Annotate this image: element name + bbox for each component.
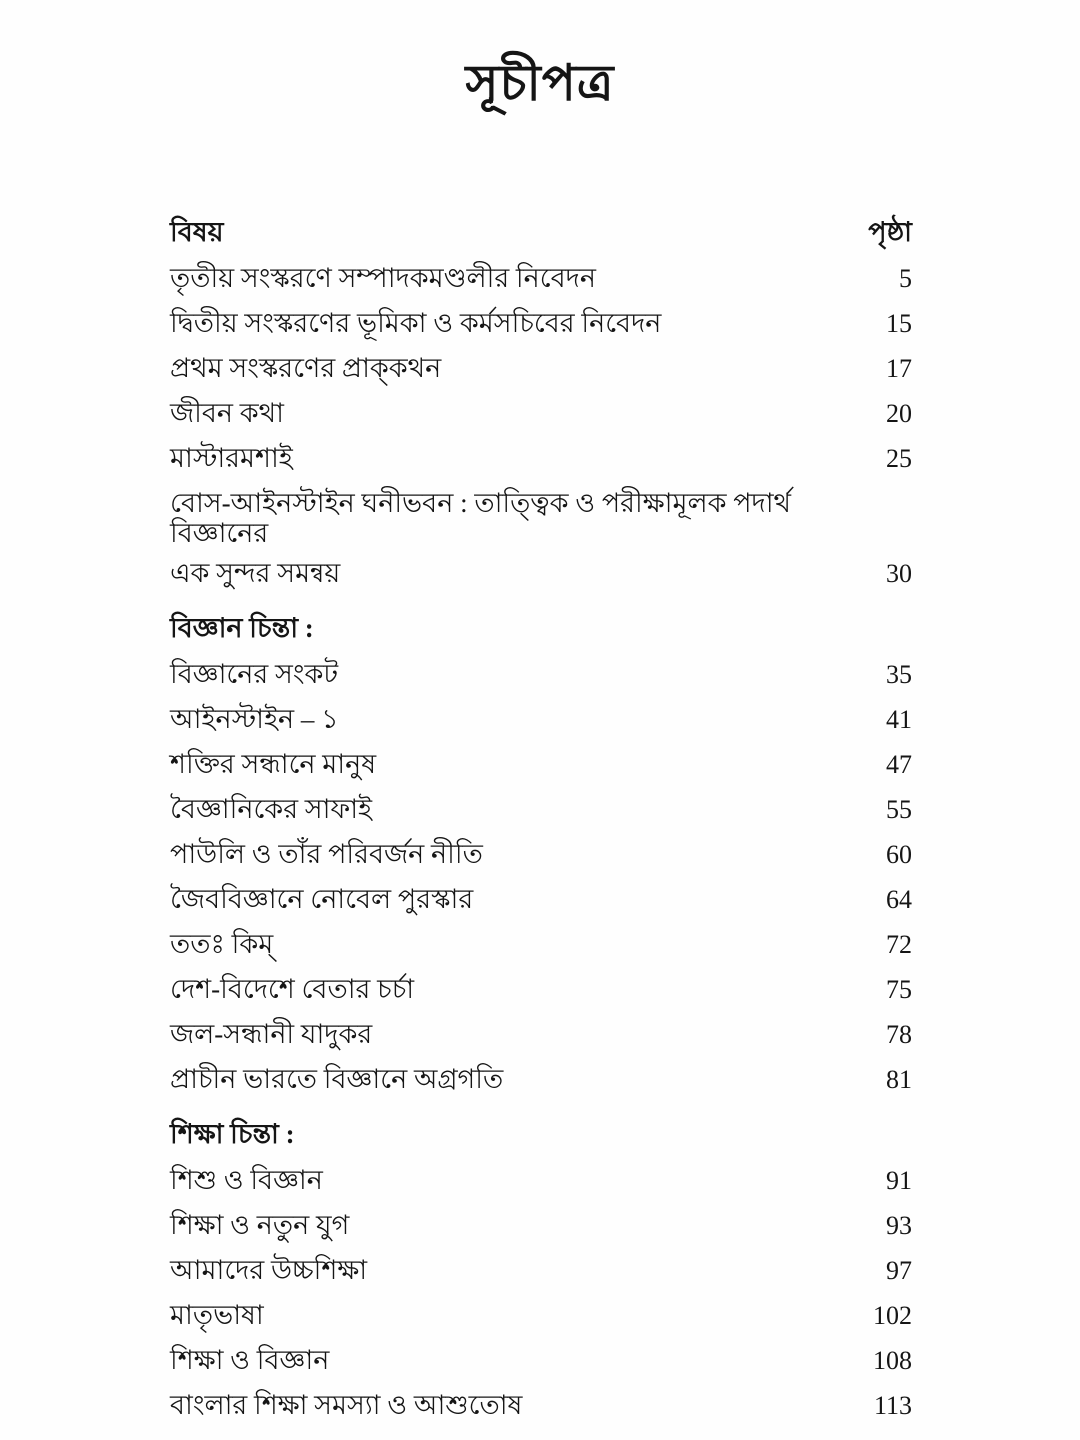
toc-row	[170, 353, 912, 384]
toc-entry-page: 81	[886, 1065, 912, 1094]
toc-row	[170, 794, 912, 825]
toc-row	[170, 749, 912, 780]
toc-entry-page: 72	[886, 930, 912, 959]
toc-entry-title: প্রাচীন ভারতে বিজ্ঞানে অগ্রগতি	[170, 1064, 504, 1094]
toc-row	[170, 1300, 912, 1331]
section-heading-label: বিজ্ঞান চিন্তা :	[170, 613, 314, 643]
toc-entry-page: 60	[886, 840, 912, 869]
toc-entry-title: দেশ-বিদেশে বেতার চর্চা	[170, 974, 415, 1004]
toc-entry-page: 55	[886, 795, 912, 824]
toc-entry-page: 113	[873, 1391, 912, 1420]
column-header-subject: বিষয়	[170, 217, 224, 247]
toc-column-headers	[170, 217, 912, 247]
toc-row	[170, 398, 912, 429]
toc-entry-page: 30	[886, 559, 912, 588]
section-heading-label: শিক্ষা চিন্তা :	[170, 1119, 295, 1149]
toc-row	[170, 1345, 912, 1376]
toc-entry-title: জল-সন্ধানী যাদুকর	[170, 1019, 373, 1049]
table-of-contents	[170, 217, 912, 1421]
toc-row	[170, 839, 912, 870]
toc-entry-page: 108	[873, 1346, 912, 1375]
toc-entry-page: 78	[886, 1020, 912, 1049]
toc-entry-title: মাতৃভাষা	[170, 1300, 264, 1330]
toc-entry-title: আমাদের উচ্চশিক্ষা	[170, 1255, 368, 1285]
toc-row	[170, 1210, 912, 1241]
toc-row	[170, 704, 912, 735]
toc-row	[170, 443, 912, 474]
toc-entry-page: 97	[886, 1256, 912, 1285]
toc-entry-title: প্রথম সংস্করণের প্রাক্‌কথন	[170, 353, 442, 383]
toc-row	[170, 1064, 912, 1095]
toc-entry-title: তৃতীয় সংস্করণে সম্পাদকমণ্ডলীর নিবেদন	[170, 263, 596, 293]
toc-entry-page: 91	[886, 1166, 912, 1195]
toc-entry-page: 93	[886, 1211, 912, 1240]
toc-entry-title: আইনস্টাইন – ১	[170, 704, 339, 734]
toc-entry-title: এক সুন্দর সমন্বয়	[170, 558, 341, 588]
toc-entry-page: 25	[886, 444, 912, 473]
toc-entry-title: শিশু ও বিজ্ঞান	[170, 1165, 323, 1195]
toc-entry-title: শক্তির সন্ধানে মানুষ	[170, 749, 377, 779]
toc-row	[170, 1165, 912, 1196]
toc-entry-title: বিজ্ঞানের সংকট	[170, 659, 339, 689]
toc-entry-title: ততঃ কিম্	[170, 929, 274, 959]
toc-row	[170, 1255, 912, 1286]
toc-entry-title: জৈববিজ্ঞানে নোবেল পুরস্কার	[170, 884, 474, 914]
toc-entry-title: শিক্ষা ও নতুন যুগ	[170, 1210, 350, 1240]
column-header-page: পৃষ্ঠা	[868, 217, 912, 247]
toc-entry-page: 35	[886, 660, 912, 689]
toc-entry-page: 64	[886, 885, 912, 914]
toc-entry-title: দ্বিতীয় সংস্করণের ভূমিকা ও কর্মসচিবের নিবেদন	[170, 308, 662, 338]
toc-entry-page: 17	[886, 354, 912, 383]
toc-row	[170, 1019, 912, 1050]
toc-entry-title: বৈজ্ঞানিকের সাফাই	[170, 794, 373, 824]
toc-row	[170, 659, 912, 690]
toc-row	[170, 558, 912, 589]
toc-entry-title: শিক্ষা ও বিজ্ঞান	[170, 1345, 330, 1375]
toc-row	[170, 884, 912, 915]
toc-entry-title: বোস-আইনস্টাইন ঘনীভবন : তাত্ত্বিক ও পরীক্ষামূলক পদার্থ বিজ্ঞানের	[170, 488, 792, 548]
toc-entry-title: মাস্টারমশাই	[170, 443, 293, 473]
toc-entry-title: বাংলার শিক্ষা সমস্যা ও আশুতোষ	[170, 1390, 523, 1420]
toc-row	[170, 1390, 912, 1421]
toc-entry-page: 47	[886, 750, 912, 779]
toc-entry-page: 75	[886, 975, 912, 1004]
toc-entry-page: 41	[886, 705, 912, 734]
page-title: সূচীপত্র	[465, 55, 615, 111]
toc-entry-title: পাউলি ও তাঁর পরিবর্জন নীতি	[170, 839, 483, 869]
toc-row	[170, 929, 912, 960]
toc-entry-page: 5	[899, 264, 912, 293]
toc-entry-page: 102	[873, 1301, 912, 1330]
toc-row	[170, 263, 912, 294]
toc-entry-page: 20	[886, 399, 912, 428]
toc-entry-page: 15	[886, 309, 912, 338]
toc-row	[170, 974, 912, 1005]
toc-row	[170, 308, 912, 339]
toc-section-heading	[170, 1119, 912, 1149]
toc-entry-title: জীবন কথা	[170, 398, 284, 428]
toc-row	[170, 488, 912, 548]
toc-section-heading	[170, 613, 912, 643]
